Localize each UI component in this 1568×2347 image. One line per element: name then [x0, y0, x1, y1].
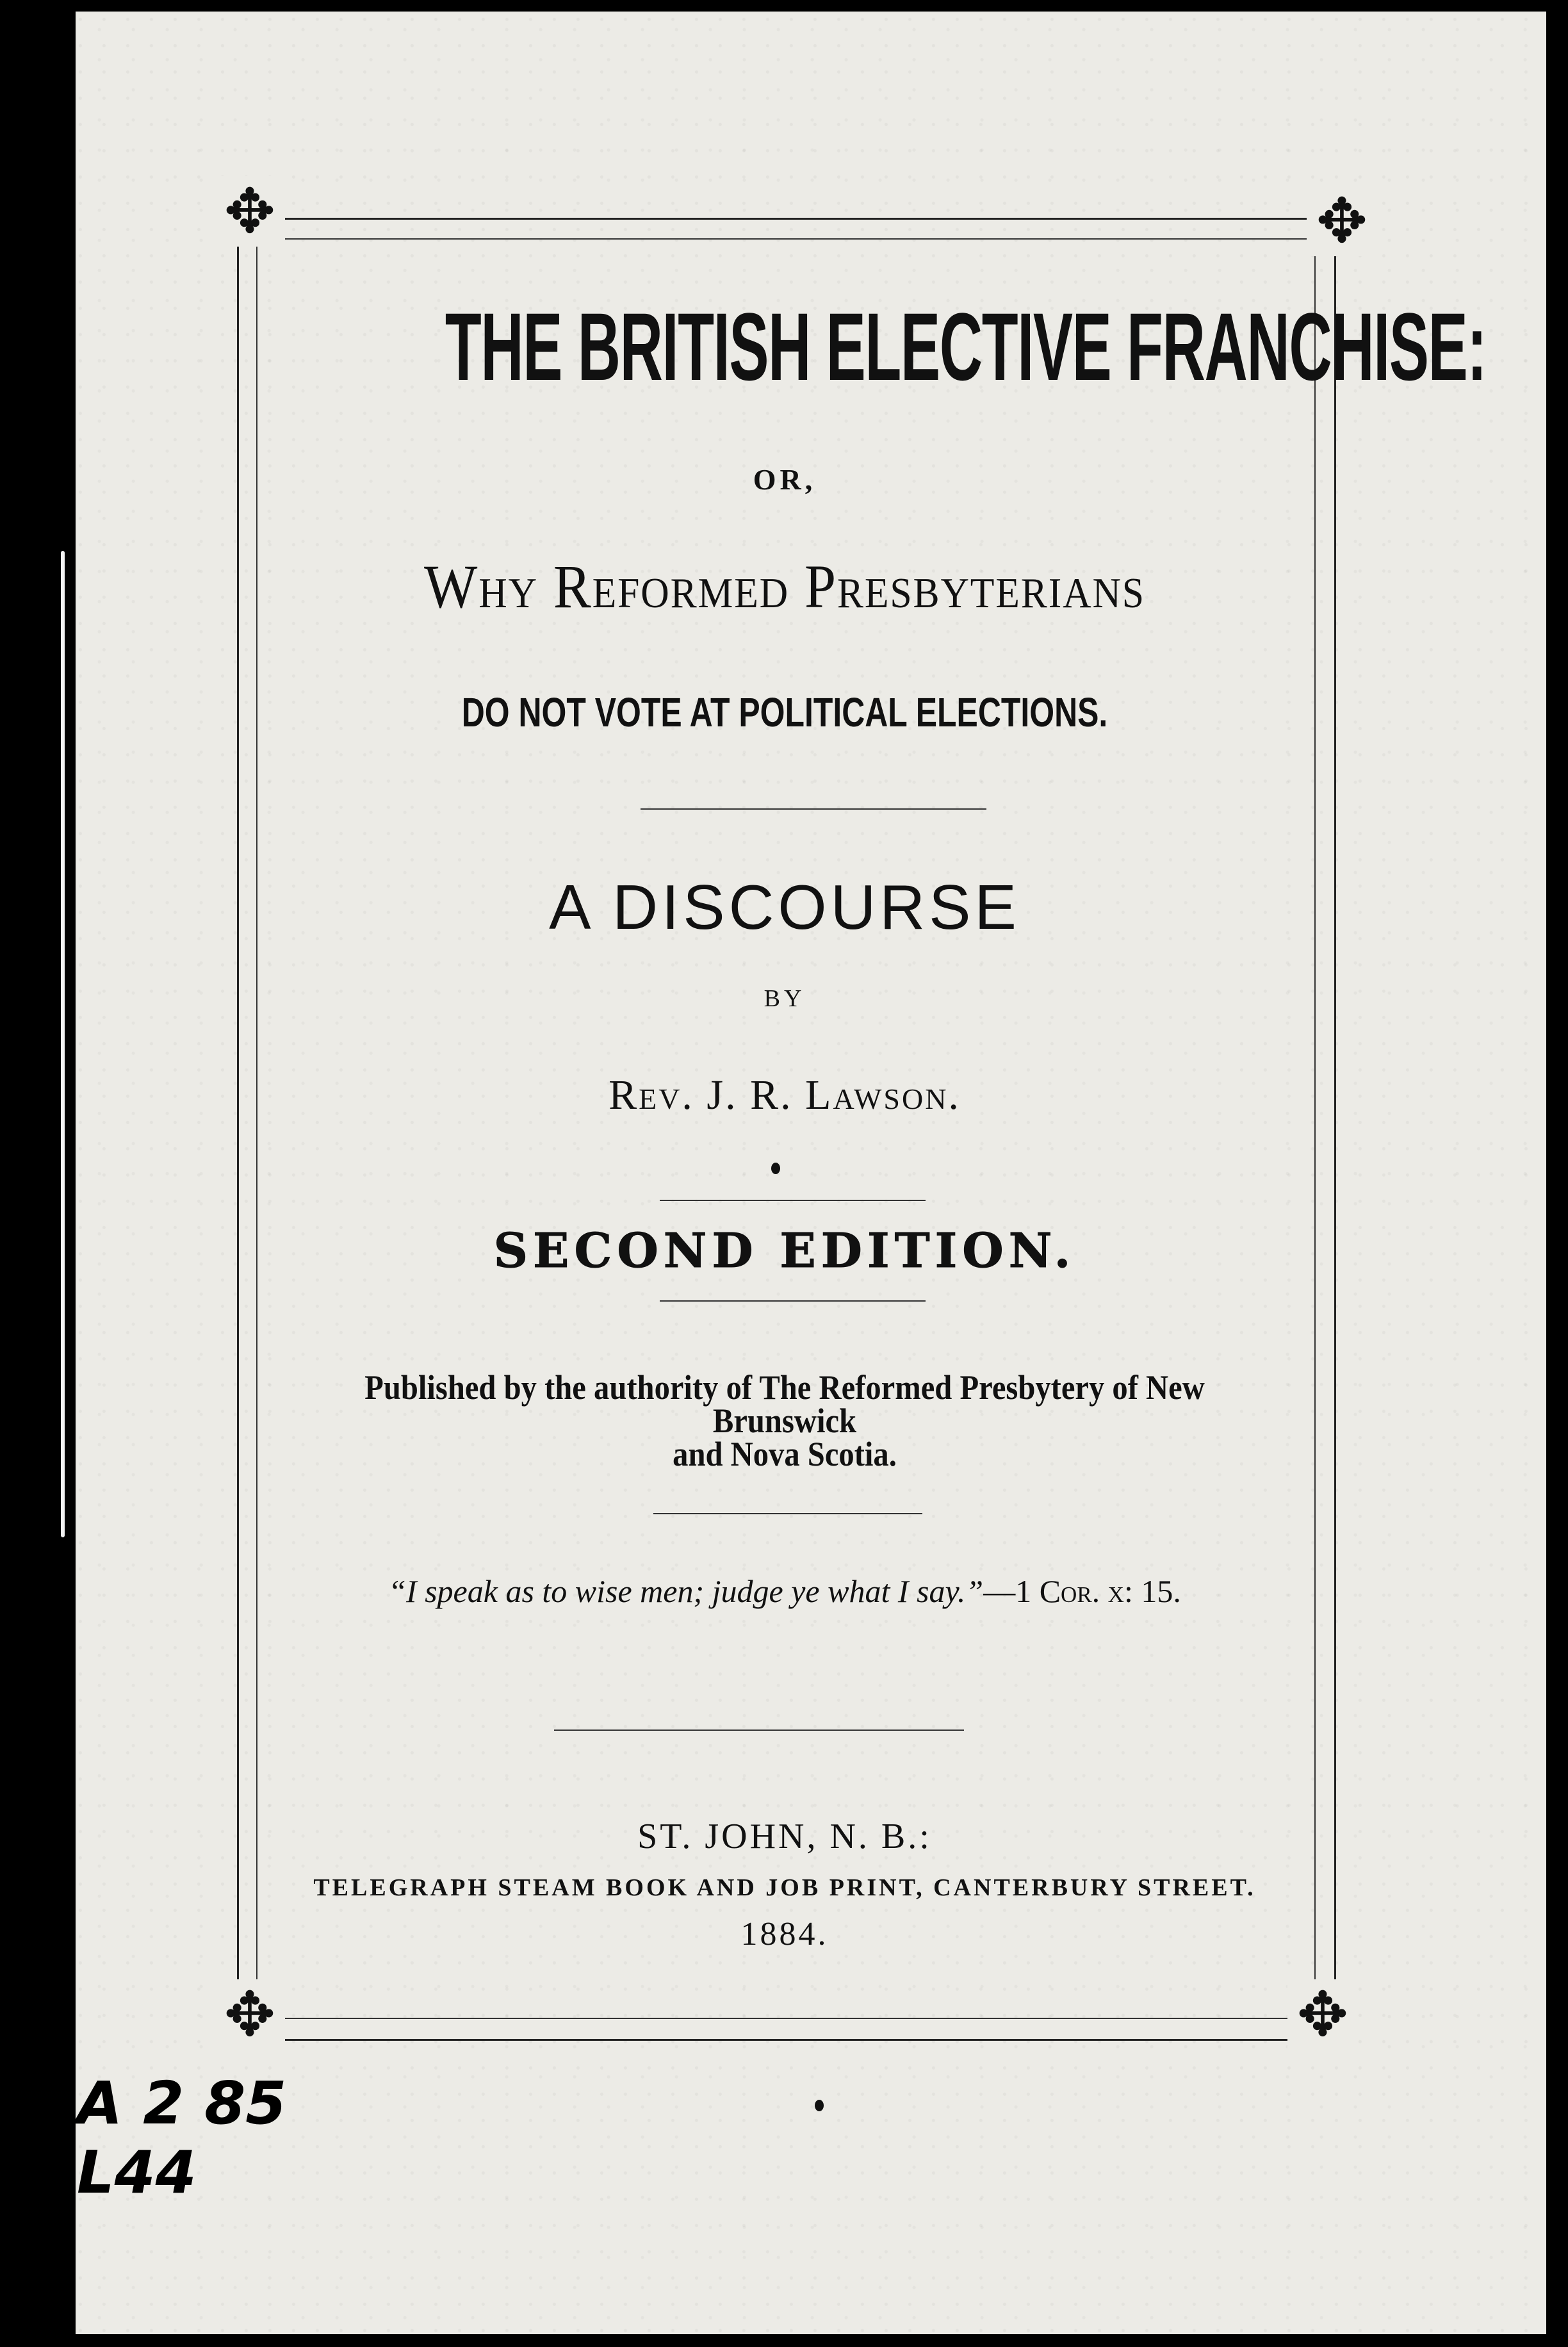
ornamental-corner-icon: ✥	[1307, 186, 1377, 256]
divider-rule	[660, 1200, 926, 1201]
publisher-note	[292, 1368, 1278, 1473]
document-title: THE BRITISH ELECTIVE FRANCHISE:	[445, 293, 1487, 400]
imprint-city: ST. JOHN, N. B.:	[637, 1817, 932, 1856]
divider-rule	[641, 808, 986, 810]
publisher-note-line-2: and Nova Scotia.	[673, 1435, 897, 1473]
publisher-note-line-1: Published by the authority of The Reformed Presbytery of New Brunswick	[364, 1368, 1205, 1440]
ornamental-corner-icon: ✥	[215, 1979, 285, 2050]
epigraph-text: “I speak as to wise men; judge ye what I say.”	[388, 1573, 984, 1609]
epigraph-reference: —1 Cor. x: 15.	[983, 1573, 1181, 1609]
author-name: Rev. J. R. Lawson.	[608, 1072, 961, 1118]
imprint-printer: TELEGRAPH STEAM BOOK AND JOB PRINT, CANTERBURY STREET.	[313, 1874, 1256, 1901]
call-number-line-1: A 2 85	[77, 2069, 287, 2138]
epigraph	[237, 1573, 1332, 1610]
handwritten-call-number	[77, 2069, 307, 2207]
divider-rule	[653, 1513, 922, 1514]
call-number-line-2: L44	[77, 2138, 197, 2207]
or-line: OR,	[753, 463, 817, 496]
ink-dot	[815, 2100, 824, 2111]
ornamental-corner-icon: ✥	[215, 176, 285, 247]
ornamental-corner-icon: ✥	[1287, 1979, 1358, 2050]
page-border-inner	[256, 238, 1487, 2019]
subtitle-line-2: DO NOT VOTE AT POLITICAL ELECTIONS.	[461, 689, 1108, 735]
edition-label: SECOND EDITION.	[493, 1223, 1076, 1279]
by-line: BY	[764, 985, 806, 1012]
imprint-year: 1884.	[740, 1916, 829, 1952]
divider-rule	[554, 1730, 964, 1731]
divider-rule	[660, 1300, 926, 1302]
discourse-heading: A DISCOURSE	[549, 872, 1020, 942]
binding-edge	[61, 551, 65, 1537]
ink-dot	[771, 1163, 780, 1174]
subtitle: Why Reformed Presbyterians	[424, 552, 1145, 621]
